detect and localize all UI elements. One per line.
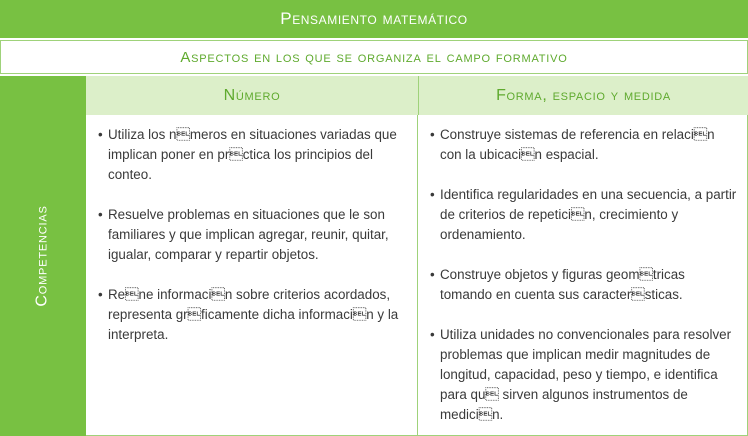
table-title: Pensamiento matemático [0,0,748,38]
competency-list-numero [98,125,407,345]
list-item: • Rene informacin sobre criterios acordados, representa grficamente dicha informacin y la interpreta. [98,285,407,345]
column-body-numero [86,115,418,436]
side-header-label: Competencias [34,205,52,307]
list-item: • Utiliza los nmeros en situaciones variadas que implican poner en prctica los principios del conteo. [98,125,407,185]
column-header-forma-espacio-medida: Forma, espacio y medida [418,76,748,115]
column-body-forma-espacio-medida [418,115,748,436]
list-item: • Identifica regularidades en una secuencia, a partir de criterios de repeticin, crecimiento y ordenamiento. [430,185,739,245]
list-item: • Construye objetos y figuras geomtricas tomando en cuenta sus caractersticas. [430,265,739,305]
column-header-numero: Número [86,76,418,115]
list-item: • Utiliza unidades no convencionales para resolver problemas que implican medir magnitudes de longitud, capacidad, peso y tiempo, e identifica para qu sirven algunos instrumentos de medicin. [430,325,739,425]
table-subtitle: Aspectos en los que se organiza el campo formativo [0,40,748,74]
competency-list-forma [430,125,739,425]
list-item: • Construye sistemas de referencia en relacin con la ubicacin espacial. [430,125,739,165]
side-header [0,76,86,436]
list-item: • Resuelve problemas en situaciones que le son familiares y que implican agregar, reunir, quitar, igualar, comparar y repartir objetos. [98,205,407,265]
